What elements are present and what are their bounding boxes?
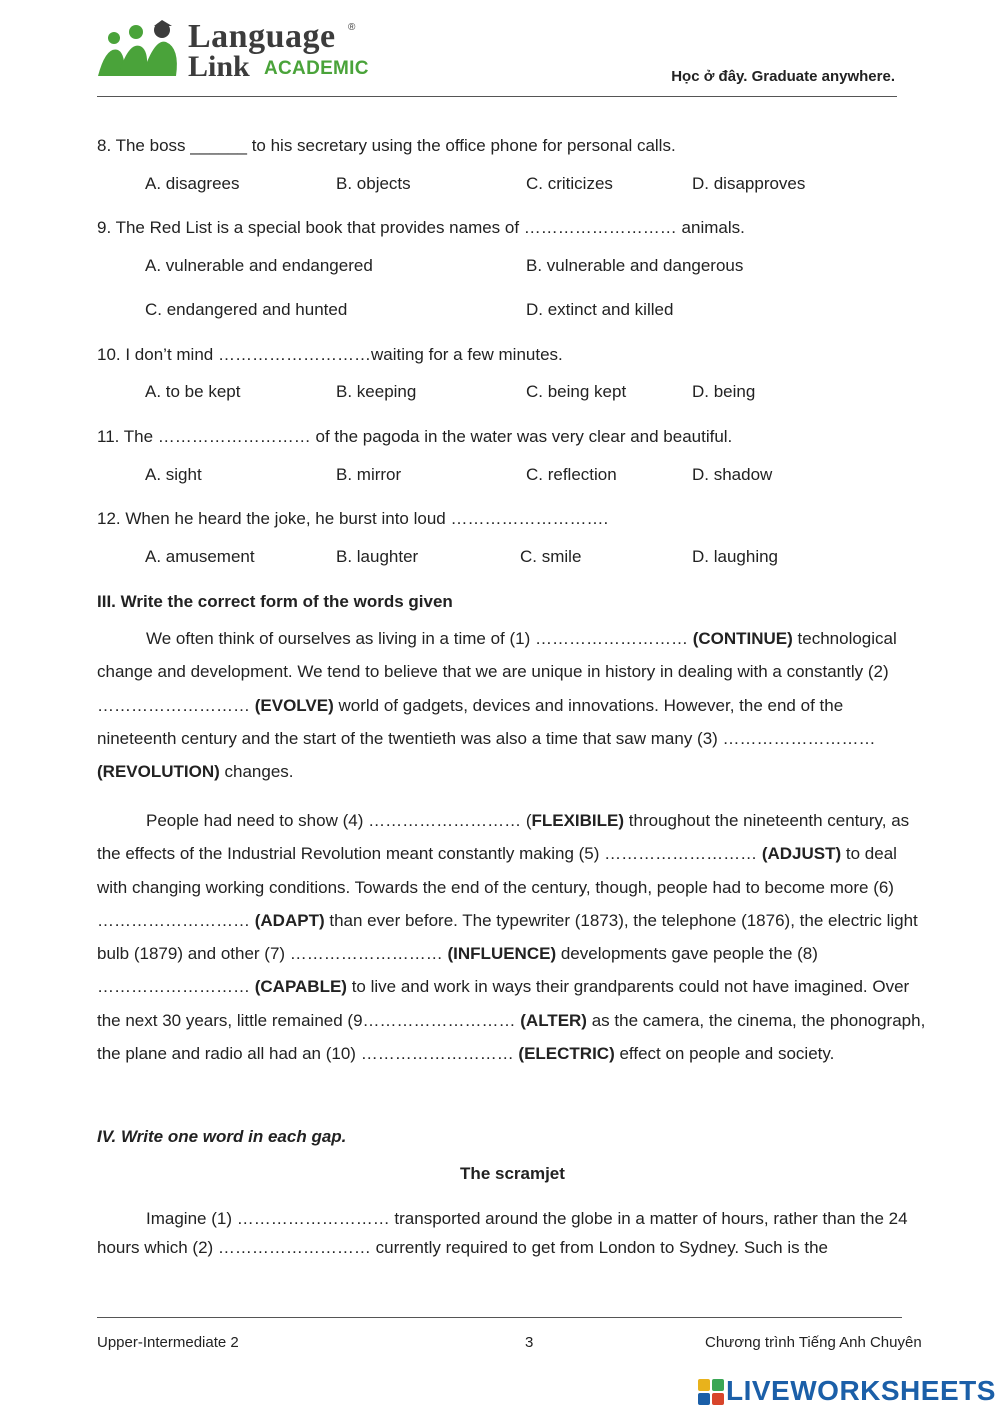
language-link-logo bbox=[96, 18, 369, 83]
question-12-stem: 12. When he heard the joke, he burst into loud ………………………. bbox=[97, 509, 609, 528]
s3p2-seg-2: throughout the nineteenth century, as the effects of the Industrial Revolution meant constantly making (5) ……………………… bbox=[97, 811, 910, 864]
s3p2-seg-1: FLEXIBILE) bbox=[531, 811, 625, 830]
s3p2-seg-10: to live and work in ways their grandparents could not have imagined. Over the next 30 years, little remained (9……………………… bbox=[97, 977, 910, 1030]
liveworksheets-text: LIVEWORKSHEETS bbox=[726, 1375, 996, 1406]
s4p1-text: Imagine (1) ……………………… transported around the globe in a matter of hours, rather than the 24 hours which (2) ……………………… currently required to get from London to Sydney. Such is the bbox=[97, 1209, 908, 1257]
q12-option-a: A. amusement bbox=[145, 547, 255, 566]
q9-option-b: B. vulnerable and dangerous bbox=[526, 256, 744, 275]
q10-option-a: A. to be kept bbox=[145, 382, 241, 401]
section-3-paragraph-1 bbox=[97, 622, 927, 788]
s3p2-seg-13: (ELECTRIC) bbox=[518, 1044, 615, 1064]
section-3-paragraph-2 bbox=[97, 804, 927, 1070]
s3p2-seg-6: than ever before. The typewriter (1873), the telephone (1876), the electric light bulb (1879) and other (7) ……………………… bbox=[97, 910, 918, 964]
s3p1-seg-1: (CONTINUE) bbox=[692, 629, 793, 648]
s3p1-seg-0: We often think of ourselves as living in a time of (1) ……………………… bbox=[146, 629, 693, 648]
s3p2-seg-11: (ALTER) bbox=[520, 1010, 587, 1030]
liveworksheets-logo-icon bbox=[698, 1379, 724, 1405]
s3p2-seg-3: (ADJUST) bbox=[761, 844, 842, 864]
header-divider bbox=[97, 96, 897, 97]
scramjet-title: The scramjet bbox=[460, 1164, 565, 1183]
question-10-stem: 10. I don’t mind ………………………waiting for a few minutes. bbox=[97, 345, 563, 364]
footer-program: Chương trình Tiếng Anh Chuyên bbox=[705, 1334, 922, 1351]
section-4-paragraph-1 bbox=[97, 1204, 927, 1262]
q9-option-c: C. endangered and hunted bbox=[145, 300, 348, 319]
q8-option-c: C. criticizes bbox=[526, 174, 613, 193]
q11-option-b: B. mirror bbox=[336, 465, 402, 484]
logo-registered: ® bbox=[348, 22, 356, 33]
footer-divider bbox=[97, 1317, 902, 1318]
section-4-heading: IV. Write one word in each gap. bbox=[97, 1127, 347, 1146]
s3p1-seg-2: technological change and development. We tend to believe that we are unique in history in dealing with a constantly (2) ……………………… bbox=[97, 629, 897, 715]
s3p1-seg-5: (REVOLUTION) bbox=[97, 762, 220, 782]
q9-option-d: D. extinct and killed bbox=[526, 300, 674, 319]
s3p2-seg-0: People had need to show (4) ……………………… ( bbox=[146, 811, 532, 830]
logo-text-language: Language bbox=[188, 18, 336, 55]
q12-option-d: D. laughing bbox=[692, 547, 779, 566]
question-8-stem: 8. The boss ______ to his secretary using the office phone for personal calls. bbox=[97, 136, 676, 155]
question-9-stem: 9. The Red List is a special book that provides names of ……………………… animals. bbox=[97, 218, 745, 237]
footer-level: Upper-Intermediate 2 bbox=[97, 1334, 239, 1351]
tagline: Học ở đây. Graduate anywhere. bbox=[671, 68, 895, 85]
q8-option-d: D. disapproves bbox=[692, 174, 806, 193]
s3p2-seg-4: to deal with changing working conditions. Towards the end of the century, though, people had to become more (6) ……………………… bbox=[97, 844, 897, 930]
s3p2-seg-9: (CAPABLE) bbox=[254, 977, 347, 997]
footer-page-number: 3 bbox=[525, 1334, 534, 1351]
q10-option-c: C. being kept bbox=[526, 382, 627, 401]
s3p2-seg-14: effect on people and society. bbox=[614, 1044, 835, 1064]
q10-option-b: B. keeping bbox=[336, 382, 417, 401]
section-3-heading: III. Write the correct form of the words given bbox=[97, 592, 453, 611]
s3p1-seg-6: changes. bbox=[219, 762, 294, 782]
question-11-stem: 11. The ……………………… of the pagoda in the water was very clear and beautiful. bbox=[97, 427, 733, 446]
logo-text-academic: ACADEMIC bbox=[264, 58, 369, 79]
q10-option-d: D. being bbox=[692, 382, 756, 401]
q9-option-a: A. vulnerable and endangered bbox=[145, 256, 373, 275]
s3p1-seg-4: world of gadgets, devices and innovations. However, the end of the nineteenth century and the start of the twentieth was also a time that saw many (3) ……………………… bbox=[97, 695, 876, 748]
s3p2-seg-8: developments gave people the (8) ……………………… bbox=[97, 944, 818, 997]
s3p2-seg-12: as the camera, the cinema, the phonograph, the plane and radio all had an (10) ……………………… bbox=[97, 1010, 926, 1064]
q8-option-b: B. objects bbox=[336, 174, 411, 193]
q11-option-a: A. sight bbox=[145, 465, 202, 484]
q8-option-a: A. disagrees bbox=[145, 174, 240, 193]
q11-option-d: D. shadow bbox=[692, 465, 773, 484]
s3p2-seg-7: (INFLUENCE) bbox=[447, 944, 557, 964]
q12-option-b: B. laughter bbox=[336, 547, 419, 566]
q11-option-c: C. reflection bbox=[526, 465, 617, 484]
people-logo-icon bbox=[96, 20, 186, 80]
logo-text-link: Link bbox=[188, 50, 250, 83]
s3p1-seg-3: (EVOLVE) bbox=[254, 695, 334, 715]
q12-option-c: C. smile bbox=[520, 547, 582, 566]
s3p2-seg-5: (ADAPT) bbox=[254, 910, 325, 930]
